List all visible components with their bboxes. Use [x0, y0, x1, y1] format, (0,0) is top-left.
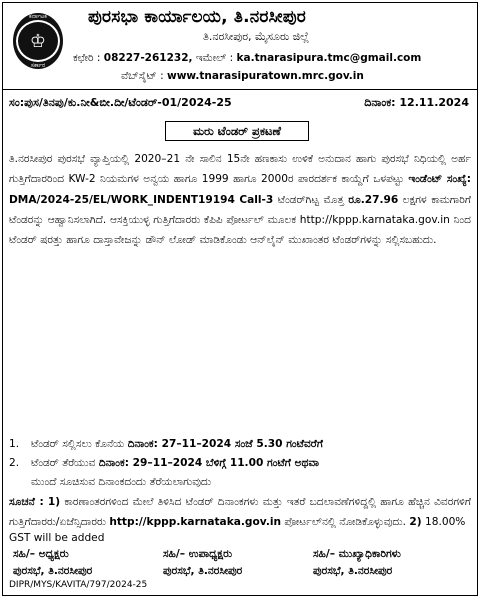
contact-line: [73, 52, 421, 65]
notice-note: ಸೂಚನೆ : 1) ಕಾರಣಾಂತರಗಳಿಂದ ಮೇಲೆ ತಿಳಿಸಿದ ಟೆಂಡರ್ ದಿನಾಂಕಗಳು ಮತ್ತು ಇತರೆ ಬದಲಾವಣೆಗಳಿದ್ದಲ್ಲಿ ಹಾಗೂ ಹೆಚ್ಚಿನ ವಿವರಗಳಿಗೆ ಗುತ್ತಿಗೆದಾರರು/ಏಜೆನ್ಸಿದಾರರು http://kppp.karnataka.gov.in ಪೋರ್ಟಲ್‌ನಲ್ಲಿ ನೋಡಿಕೊಳ್ಳುವುದು. 2) 18.00%: [9, 496, 471, 528]
emblem-icon: [13, 13, 63, 69]
signatory-president: ಸಹಿ/– ಅಧ್ಯಕ್ಷರು ಪುರಸಭೆ, ತಿ.ನರಸೀಪುರ: [13, 548, 93, 577]
list-item: 2. ಟೆಂಡರ್ ತೆರೆಯುವ ದಿನಾಂಕ: 29–11–2024 ಬೆಳಿಗ್ಗೆ 11.00 ಗಂಟೆಗೆ ಅಥವಾ ಮುಂದೆ ಸೂಚಿಸುವ ದಿನಾಂಕದಂದು ತೆರೆಯಲಾಗುವುದು: [9, 457, 320, 488]
website-label: ವೆಬ್‌ಸೈಟ್ :: [121, 70, 164, 82]
emblem-bottom-text: ಸರ್ಕಾರ: [30, 62, 46, 69]
date-value: 12.11.2024: [399, 96, 469, 109]
dates-list: [9, 435, 471, 492]
body-text-2: ಟೆಂಡರ್‌ಗಿಟ್ಟ ಮೊತ್ತ: [277, 193, 344, 206]
emblem-ring: ♔: [16, 20, 60, 62]
signatory-vice-president: ಸಹಿ/– ಉಪಾಧ್ಯಕ್ಷರು ಪುರಸಭೆ, ತಿ.ನರಸೀಪುರ: [163, 548, 243, 577]
notice-frame: [2, 2, 478, 596]
tender-amount: ರೂ.27.96: [348, 193, 399, 206]
release-code: DIPR/MYS/KAVITA/797/2024-25: [9, 580, 148, 590]
phone-number: 08227-261232,: [103, 52, 193, 64]
list-item: 1. ಟೆಂಡರ್ ಸಲ್ಲಿಸಲು ಕೊನೆಯ ದಿನಾಂಕ: 27–11–2024 ಸಂಜೆ 5.30 ಗಂಟೆವರೆಗೆ: [9, 438, 323, 450]
website-link[interactable]: www.tnarasipuratown.mrc.gov.in: [167, 70, 364, 82]
gst-note: GST will be added: [9, 532, 105, 544]
note-portal-link[interactable]: http://kppp.karnataka.gov.in: [109, 516, 282, 528]
office-title: ಪುರಸಭಾ ಕಾರ್ಯಾಲಯ, ತಿ.ನರಸೀಪುರ: [88, 7, 306, 27]
indent-label: ಇಂಡೆಂಟ್ ಸಂಖ್ಯೆ:: [408, 173, 472, 186]
body-text-1: ತಿ.ನರಸೀಪುರ ಪುರಸಭೆ ವ್ಯಾಪ್ತಿಯಲ್ಲಿ 2020–21 ನೇ ಸಾಲಿನ 15ನೇ ಹಣಕಾಸು ಉಳಿಕೆ ಅನುದಾನ ಹಾಗು ಪುರಸಭೆ ನಿಧಿಯಲ್ಲಿ ಅರ್ಹ ಗುತ್ತಿಗೆದಾರರಿಂದ KW-2 ನಿಯಮಗಳ ಅನ್ವಯ ಹಾಗೂ 1999 ಹಾಗೂ 2000ರ ಪಾರದರ್ಶಕ ಕಾಯ್ದೆಗೆ ಒಳಪಟ್ಟು: [9, 153, 471, 186]
indent-number: DMA/2024-25/EL/WORK_INDENT19194: [9, 193, 235, 206]
notice-body: [9, 149, 471, 250]
call-number: Call-3: [239, 193, 274, 206]
date-label: ದಿನಾಂಕ:: [364, 96, 396, 109]
note-label: ಸೂಚನೆ :: [9, 496, 44, 508]
header: [3, 3, 477, 90]
email-label: ಇಮೇಲ್ :: [195, 52, 234, 64]
body-text-3: ಲಕ್ಷಗಳ ಕಾಮಗಾರಿಗೆ ಟೆಂಡರನ್ನು ಆಹ್ವಾನಿಸಲಾಗಿದೆ. ಆಸಕ್ತಿಯುಳ್ಳ ಗುತ್ತಿಗೆದಾರರು ಕೆಪಿಪಿ ಪೋರ್ಟಲ್ ಮೂಲಕ: [9, 193, 472, 226]
website-line: [121, 70, 364, 83]
email-address[interactable]: ka.tnarasipura.tmc@gmail.com: [236, 52, 422, 64]
office-subtitle: ತಿ.ನರಸೀಪುರ, ಮೈಸೂರು ಜಿಲ್ಲೆ: [203, 30, 310, 43]
portal-link[interactable]: http://kppp.karnataka.gov.in: [299, 213, 450, 226]
signatory-chief-officer: ಸಹಿ/– ಮುಖ್ಯಾಧಿಕಾರಿಗಳು ಪುರಸಭೆ, ತಿ.ನರಸೀಪುರ: [313, 548, 401, 577]
emblem-top-text: ಕರ್ನಾಟಕ: [29, 13, 47, 20]
reference-number: ಸಂ:ಪುಸ/ತಿನಪು/ಕು.ನೀ&ಬೀ.ದೀ/ಟೆಂಡರ್-01/2024-25: [9, 96, 232, 109]
notice-date: [364, 96, 469, 110]
notice-title: ಮರು ಟೆಂಡರ್ ಪ್ರಕಟಣೆ: [165, 121, 309, 141]
body-text-4: ನಿಂದ ಟೆಂಡರ್ ಷರತ್ತು ಹಾಗೂ ದಾಸ್ತಾವೇಜನ್ನು ಡೌನ್ ಲೋಡ್ ಮಾಡಿಕೊಂಡು ಆನ್‌ಲೈನ್ ಮುಖಾಂತರ ಟೆಂಡರ್‌ಗಳನ್ನು ಸಲ್ಲಿಸಬಹುದು.: [9, 213, 471, 247]
office-label: ಕಛೇರಿ :: [73, 52, 101, 64]
